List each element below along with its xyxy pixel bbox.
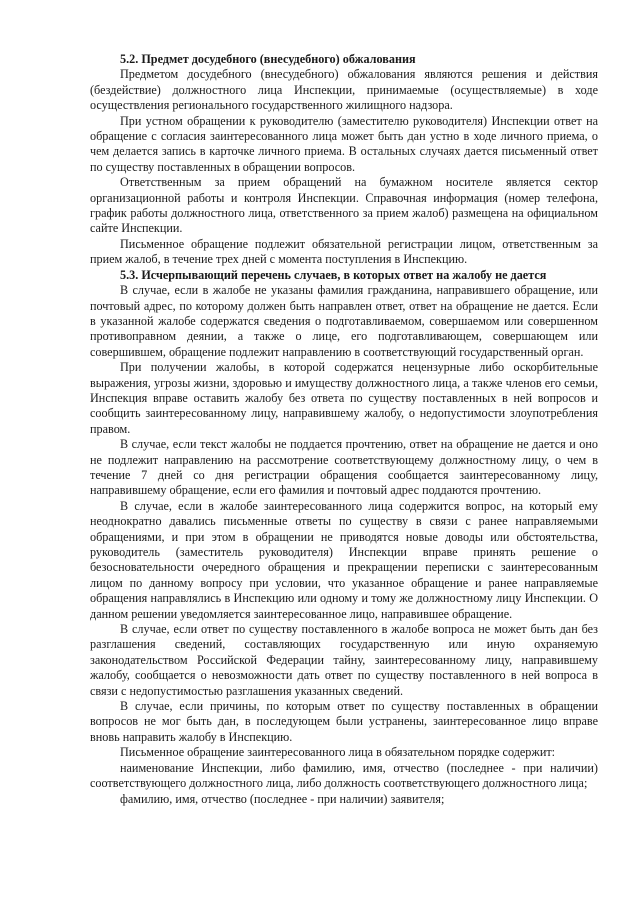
paragraph: Предметом досудебного (внесудебного) обжалования являются решения и действия (бездействие) должностного лица Инспекции, принимаемые (осуществляемые) в ходе осуществления регионального государственного жилищного надзора. xyxy=(90,67,598,113)
paragraph: В случае, если текст жалобы не поддается прочтению, ответ на обращение не дается и оно не подлежит направлению на рассмотрение соответствующему должностному лицу, о чем в течение 7 дней со дня регистрации обращения сообщается заинтересованному лицу, направившему обращение, если его фамилия и почтовый адрес поддаются прочтению. xyxy=(90,437,598,498)
document-page xyxy=(90,52,598,807)
paragraph: Ответственным за прием обращений на бумажном носителе является сектор организационной работы и контроля Инспекции. Справочная информация (номер телефона, график работы должностного лица, ответственного за прием жалоб) размещена на официальном сайте Инспекции. xyxy=(90,175,598,236)
paragraph: В случае, если в жалобе не указаны фамилия гражданина, направившего обращение, или почтовый адрес, по которому должен быть направлен ответ, ответ на обращение не дается. Если в указанной жалобе содержатся сведения о подготавливаемом, совершаемом или совершенном противоправном деянии, а также о лице, его подготавливающем, совершающем или совершившем, обращение подлежит направлению в соответствующий государственный орган. xyxy=(90,283,598,359)
paragraph: фамилию, имя, отчество (последнее - при наличии) заявителя; xyxy=(120,791,445,806)
paragraph: В случае, если ответ по существу поставленного в жалобе вопроса не может быть дан без разглашения сведений, составляющих государственную или иную охраняемую законодательством Российской Федерации тайну, заинтересованному лицу, направившему жалобу, сообщается о невозможности дать ответ по существу поставленного в ней вопроса в связи с недопустимостью разглашения указанных сведений. xyxy=(90,622,598,698)
paragraph: Письменное обращение заинтересованного лица в обязательном порядке содержит: xyxy=(120,745,556,760)
section-heading-5-2: 5.2. Предмет досудебного (внесудебного) обжалования xyxy=(120,52,416,66)
paragraph: В случае, если в жалобе заинтересованного лица содержится вопрос, на который ему неоднократно давались письменные ответы по существу в связи с ранее направляемыми обращениями, и при этом в обращении не приводятся новые доводы или обстоятельства, руководитель (заместитель руководителя) Инспекции вправе принять решение о безосновательности очередного обращения и прекращении переписки с заинтересованным лицом по данному вопросу при условии, что указанное обращение и ранее направляемые обращения направлялись в Инспекцию или одному и тому же должностному лицу Инспекции. О данном решении уведомляется заинтересованное лицо, направившее обращение. xyxy=(90,498,598,621)
paragraph: При устном обращении к руководителю (заместителю руководителя) Инспекции ответ на обращение с согласия заинтересованного лица может быть дан устно в ходе личного приема, о чем делается запись в карточке личного приема. В остальных случаях дается письменный ответ по существу поставленных в обращении вопросов. xyxy=(90,113,598,174)
section-heading-5-3: 5.3. Исчерпывающий перечень случаев, в которых ответ на жалобу не дается xyxy=(120,267,547,282)
paragraph: При получении жалобы, в которой содержатся нецензурные либо оскорбительные выражения, угрозы жизни, здоровью и имуществу должностного лица, а также членов его семьи, Инспекция вправе оставить жалобу без ответа по существу поставленных в ней вопросов и сообщить заинтересованному лицу, направившему жалобу, о недопустимости злоупотребления правом. xyxy=(90,360,598,436)
paragraph: В случае, если причины, по которым ответ по существу поставленных в обращении вопросов не мог быть дан, в последующем были устранены, заинтересованное лицо вправе вновь направить жалобу в Инспекцию. xyxy=(90,699,598,744)
paragraph: наименование Инспекции, либо фамилию, имя, отчество (последнее - при наличии) соответствующего должностного лица, либо должность соответствующего должностного лица; xyxy=(90,760,598,791)
paragraph: Письменное обращение подлежит обязательной регистрации лицом, ответственным за прием жалоб, в течение трех дней с момента поступления в Инспекцию. xyxy=(90,236,598,267)
